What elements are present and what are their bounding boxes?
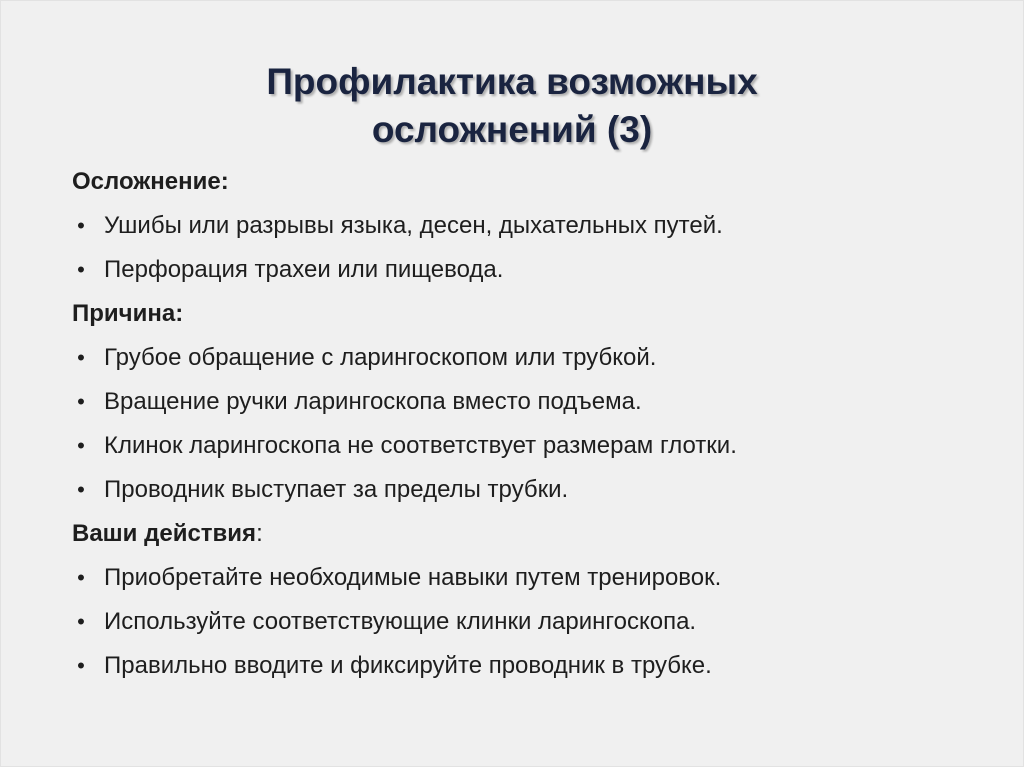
section-heading-complication: Осложнение: [72,168,229,195]
slide-title-line-1: Профилактика возможных [266,61,758,102]
bullet-icon: • [77,653,85,678]
bullet-icon: • [77,389,85,414]
list-item-text: Грубое обращение с ларингоскопом или трубкой. [104,344,657,371]
slide-body [72,160,992,688]
bullet-icon: • [77,257,85,282]
section-heading-cause: Причина: [72,300,184,327]
list-item-text: Приобретайте необходимые навыки путем тренировок. [104,564,722,591]
list-item-text: Правильно вводите и фиксируйте проводник в трубке. [104,652,712,679]
list-item [72,380,992,424]
bullet-icon: • [77,609,85,634]
section-heading-actions-colon: : [256,520,263,547]
list-item-text: Проводник выступает за пределы трубки. [104,476,569,503]
bullet-icon: • [77,565,85,590]
list-item-text: Ушибы или разрывы языка, десен, дыхательных путей. [104,212,723,239]
bullet-icon: • [77,345,85,370]
list-item [72,600,992,644]
list-item [72,336,992,380]
list-item-text: Используйте соответствующие клинки ларингоскопа. [104,608,697,635]
list-item [72,248,992,292]
list-item-text: Перфорация трахеи или пищевода. [104,256,504,283]
list-item-text: Клинок ларингоскопа не соответствует размерам глотки. [104,432,737,459]
bullet-icon: • [77,477,85,502]
list-item [72,556,992,600]
section-heading-actions [72,512,992,556]
bullet-icon: • [77,433,85,458]
slide-title-line-2: осложнений (3) [371,109,653,150]
list-item [72,468,992,512]
list-item-text: Вращение ручки ларингоскопа вместо подъема. [104,388,642,415]
list-item [72,644,992,688]
list-item [72,204,992,248]
section-heading-actions-text: Ваши действия [72,520,257,547]
bullet-icon: • [77,213,85,238]
list-item [72,424,992,468]
slide-title [0,58,1024,154]
